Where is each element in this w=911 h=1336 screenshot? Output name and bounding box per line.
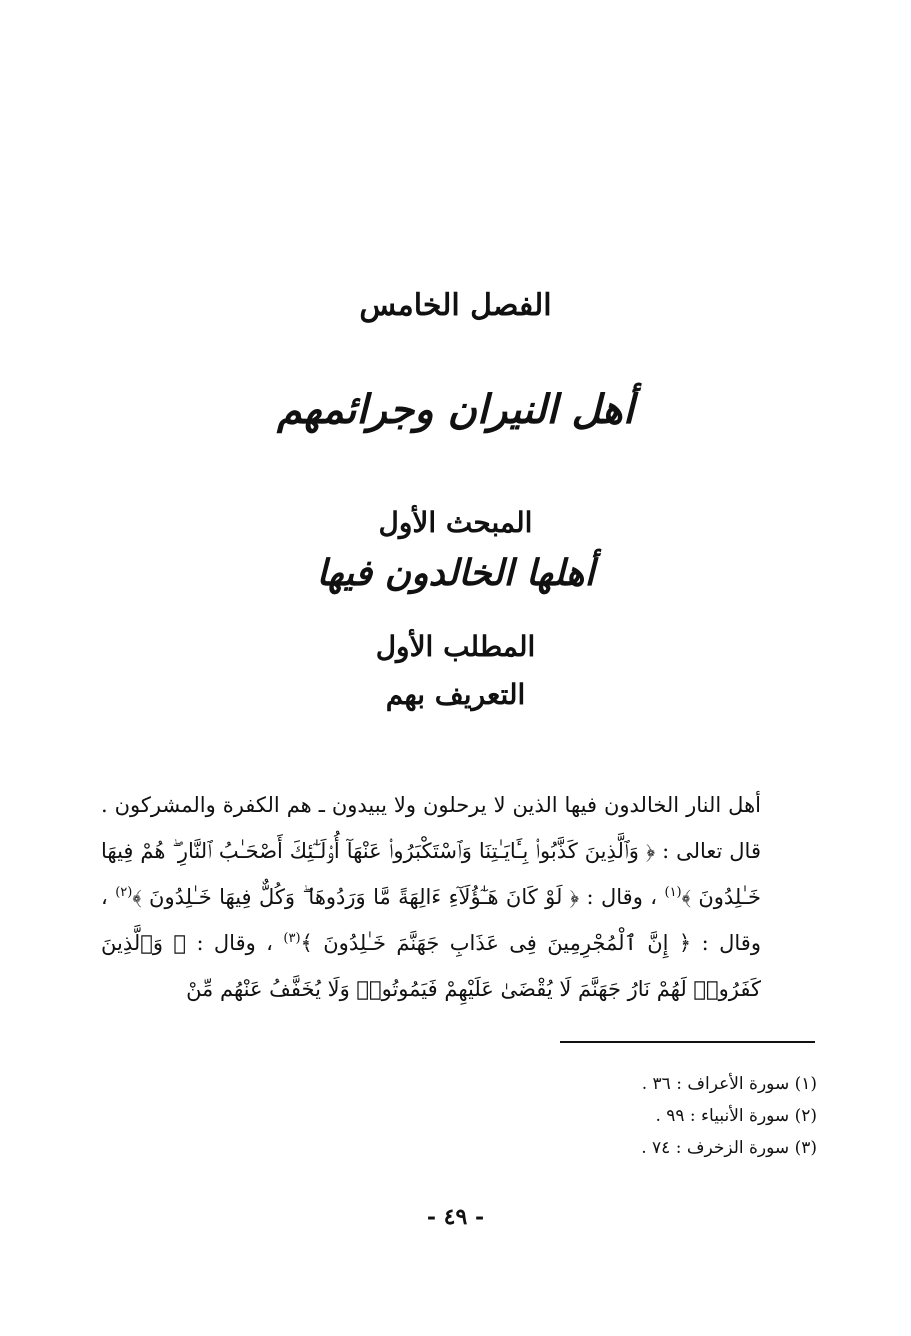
quran-quote-4: ﴿ وَٱلَّذِينَ كَفَرُوا۟ لَهُمْ نَارُ جَهَنَّمَ لَا يُقْضَىٰ عَلَيْهِمْ فَيَمُوتُوا۟ وَلَا يُخَفَّفُ عَنْهُم مِّنْ <box>101 931 761 1001</box>
footnote-item: (٢) سورة الأنبياء : ٩٩ . <box>655 1106 817 1126</box>
footnote-item: (١) سورة الأعراف : ٣٦ . <box>641 1074 817 1094</box>
footnotes-list <box>317 1068 817 1164</box>
footnote-ref-1[interactable]: (١) <box>664 885 682 900</box>
footnote-ref-3[interactable]: (٣) <box>283 931 301 946</box>
footnote-divider <box>560 1041 815 1043</box>
body-paragraph <box>101 782 761 1012</box>
intro-text: أهل النار الخالدون فيها الذين لا يرحلون ولا يبيدون ـ هم الكفرة والمشركون . قال تعالى : <box>101 793 761 863</box>
connector-text-1: ، وقال : <box>586 885 658 909</box>
chapter-title: الفصل الخامس <box>359 288 552 323</box>
quran-quote-1: ﴿ وَٱلَّذِينَ كَذَّبُوا۟ بِـَٔايَـٰتِنَا وَٱسْتَكْبَرُوا۟ عَنْهَآ أُو۟لَـٰٓئِكَ أَصْحَـٰبُ ٱلنَّارِ ۖ هُمْ فِيهَا خَـٰلِدُونَ ﴾ <box>101 839 762 909</box>
subsection-title: المطلب الأول <box>375 630 536 663</box>
footnote-item: (٣) سورة الزخرف : ٧٤ . <box>641 1138 817 1158</box>
topic-subtitle: أهلها الخالدون فيها <box>316 552 595 594</box>
connector-text-3: ، وقال : <box>196 931 273 955</box>
topic-title: المبحث الأول <box>378 506 533 539</box>
quran-quote-2: ﴿ لَوْ كَانَ هَـٰٓؤُلَآءِ ءَالِهَةً مَّا وَرَدُوهَا ۖ وَكُلٌّ فِيهَا خَـٰلِدُونَ ﴾ <box>132 885 580 909</box>
chapter-main-title: أهل النيران وجرائمهم <box>277 386 634 433</box>
quran-quote-3: ﴿ إِنَّ ٱلْمُجْرِمِينَ فِى عَذَابِ جَهَنَّمَ خَـٰلِدُونَ ﴾ <box>300 931 692 955</box>
page-number: - ٤٩ - <box>426 1204 485 1230</box>
connector-text-2: ، وقال : <box>101 885 761 955</box>
footnote-ref-2[interactable]: (٢) <box>115 885 133 900</box>
subsection-subtitle: التعريف بهم <box>385 678 526 711</box>
